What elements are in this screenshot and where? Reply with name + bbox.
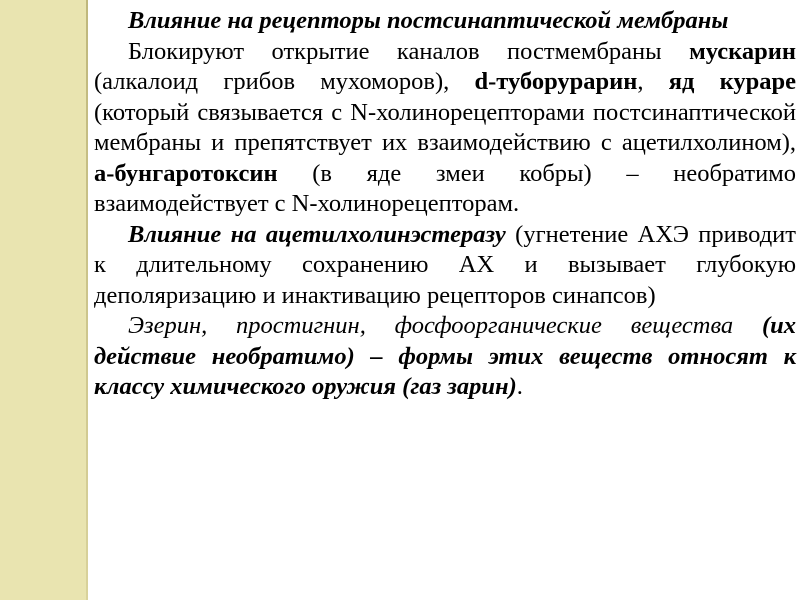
paragraph-acetylcholinesterase	[94, 220, 796, 312]
heading-receptors: Влияние на рецепторы постсинаптической мембраны	[128, 7, 729, 34]
paragraph-receptors-heading	[94, 6, 796, 37]
term-curare: яд кураре	[668, 68, 797, 95]
text-segment: (алкалоид грибов мухоморов),	[94, 68, 475, 95]
text-segment: (который связывается с N-холинорецепторами постсинаптической мембраны и препятствует их взаимодействию с ацетилхолином),	[94, 98, 796, 156]
term-bungarotoxin: а-бунгаротоксин	[94, 159, 278, 187]
text-segment: Блокируют открытие каналов постмембраны	[128, 37, 690, 65]
slide-side-panel	[0, 0, 88, 600]
slide-content	[94, 6, 796, 594]
term-inhibitors-list: Эзерин, простигнин, фосфоорганические вещества	[128, 312, 762, 339]
text-segment: .	[516, 373, 523, 400]
paragraph-blockers	[94, 37, 796, 220]
text-segment: ,	[637, 68, 669, 95]
text-segment: (в яде змеи кобры) – необратимо взаимодействует с N-холинорецепторам.	[94, 159, 796, 217]
heading-acetylcholinesterase: Влияние на ацетилхолинэстеразу	[128, 220, 506, 248]
term-muscarine: мускарин	[689, 37, 796, 65]
paragraph-inhibitors	[94, 311, 796, 403]
text-chemical-weapons: (их действие необратимо) – формы этих веществ относят к классу химического оружия (газ зарин)	[94, 312, 796, 400]
text-segment: (угнетение АХЭ приводит к длительному сохранению АХ и вызывает глубокую деполяризацию и инактивацию рецепторов синапсов)	[94, 220, 796, 309]
term-tubocurarine: d-туборурарин	[474, 68, 638, 95]
